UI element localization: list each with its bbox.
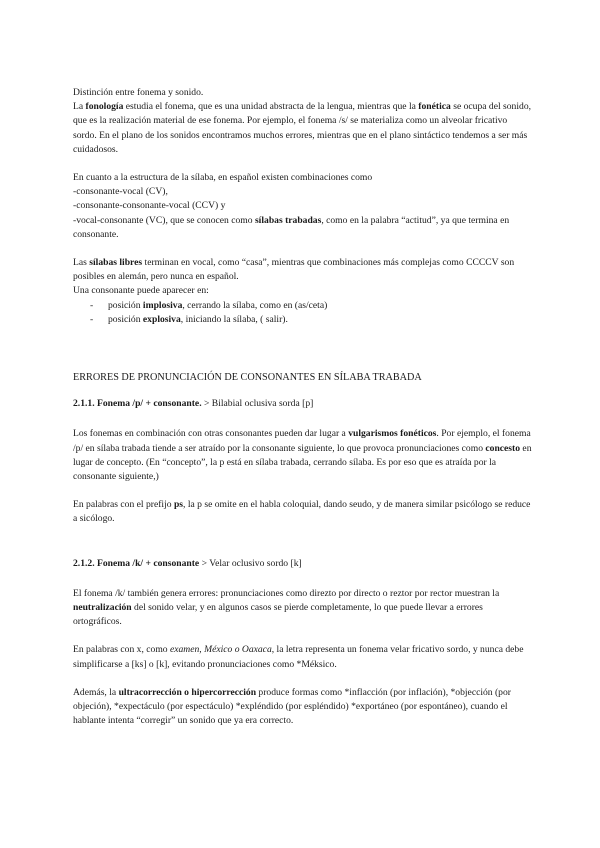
text: terminan en vocal, como “casa”, mientras que combinaciones más complejas como CCCCV son posibles en alemán, pero nunca en español. xyxy=(73,257,515,283)
bold-term: ultracorrección o hipercorrección xyxy=(118,686,257,698)
italic-examples: examen, México o Oaxaca xyxy=(169,644,272,656)
bold-term: ps xyxy=(173,499,184,511)
text: , iniciando la sílaba, ( salir). xyxy=(180,313,288,325)
subheading-bold: 2.1.2. Fonema /k/ + consonante xyxy=(73,557,200,569)
bold-term: concesto xyxy=(485,442,521,454)
text: > Velar oclusivo sordo [k] xyxy=(199,557,302,569)
paragraph-syllable-structure xyxy=(73,171,533,242)
text: estudia el fonema, que es una unidad abstracta de la lengua, mientras que la xyxy=(123,101,419,113)
subheading-fonema-k xyxy=(73,557,533,571)
paragraph-free-syllables xyxy=(73,256,533,299)
bold-term: fonología xyxy=(85,101,124,113)
intro-title: Distinción entre fonema y sonido. xyxy=(73,87,204,98)
subheading-fonema-p xyxy=(73,397,533,411)
paragraph-prefijo-ps xyxy=(73,498,533,526)
bold-term: sílabas libres xyxy=(89,257,143,269)
list-item: - posición explosiva, iniciando la sílaba, ( salir). xyxy=(90,313,288,325)
text: En palabras con el prefijo xyxy=(73,499,174,511)
position-list xyxy=(73,299,533,327)
text: posición xyxy=(108,313,143,325)
bold-term: vulgarismos fonéticos xyxy=(348,428,437,440)
text: En cuanto a la estructura de la sílaba, en español existen combinaciones como xyxy=(73,172,373,184)
bold-term: explosiva xyxy=(142,313,181,325)
text: , como en la palabra “actitud”, ya que termina en consonante. xyxy=(73,214,510,240)
text: , la p se omite en el habla coloquial, dando seudo, y de manera similar psicólogo se reduce a sicólogo. xyxy=(73,499,531,525)
paragraph-letra-x xyxy=(73,643,533,671)
text: , cerrando la sílaba, como en (as/ceta) xyxy=(182,299,328,311)
list-item: - posición implosiva, cerrando la sílaba, como en (as/ceta) xyxy=(90,299,328,311)
subheading-bold: 2.1.1. Fonema /p/ + consonante. xyxy=(73,398,202,410)
bold-term: neutralización xyxy=(73,602,132,614)
paragraph-vulgarismos xyxy=(73,427,533,484)
text: En palabras con x, como xyxy=(73,644,170,656)
paragraph-ultracorreccion xyxy=(73,686,533,729)
text: en lugar de concepto. (En “concepto”, la p está en sílaba trabada, cerrando sílaba. Es por eso que es atraída por la consonante siguiente,) xyxy=(73,442,532,483)
text: > Bilabial oclusiva sorda [p] xyxy=(201,398,314,410)
text: . Por ejemplo, el fonema /p/ en sílaba trabada tiende a ser atraído por la consonante siguiente, lo que provoca pronunciaciones como xyxy=(73,428,531,454)
text: El fonema /k/ también genera errores: pronunciaciones como direzto por directo o reztor por rector muestran la xyxy=(73,587,500,599)
text: Una consonante puede aparecer en: xyxy=(73,285,209,297)
paragraph-phonology xyxy=(73,100,533,157)
text: -vocal-consonante (VC), que se conocen como xyxy=(73,214,255,226)
bold-term: fonética xyxy=(418,101,451,113)
text: del sonido velar, y en algunos casos se pierde completamente, lo que puede llevar a errores ortográficos. xyxy=(73,602,483,628)
bold-term: sílabas trabadas xyxy=(254,214,322,226)
text: se ocupa del sonido, que es la realización material de ese fonema. Por ejemplo, el fonema /s/ se materializa como un alveolar fricativo sordo. En el plano de los sonidos encontramos muchos errores, mientras que en el plano sintáctico tendemos a ser más cuidadosos. xyxy=(73,101,532,155)
text: Los fonemas en combinación con otras consonantes pueden dar lugar a xyxy=(73,428,349,440)
text: posición xyxy=(108,299,143,311)
bold-term: implosiva xyxy=(142,299,183,311)
text: , la letra representa un fonema velar fricativo sordo, y nunca debe simplificarse a [ks] o [k], evitando pronunciaciones como *Méksico. xyxy=(73,644,524,670)
text: -consonante-consonante-vocal (CCV) y xyxy=(73,200,226,212)
text: Las xyxy=(73,257,90,269)
text: produce formas como *inflacción (por inflación), *objección (por objeción), *expectáculo (por espectáculo) *expléndido (por espléndido) *exportáneo (por espontáneo), cuando el hablante intenta “corregir” un sonido que ya era correcto. xyxy=(73,686,511,727)
document-page xyxy=(73,86,533,729)
text: -consonante-vocal (CV), xyxy=(73,186,168,198)
text: La xyxy=(73,101,86,113)
section-heading: ERRORES DE PRONUNCIACIÓN DE CONSONANTES EN SÍLABA TRABADA xyxy=(73,372,422,384)
paragraph-neutralizacion xyxy=(73,587,533,630)
text: Además, la xyxy=(73,686,119,698)
